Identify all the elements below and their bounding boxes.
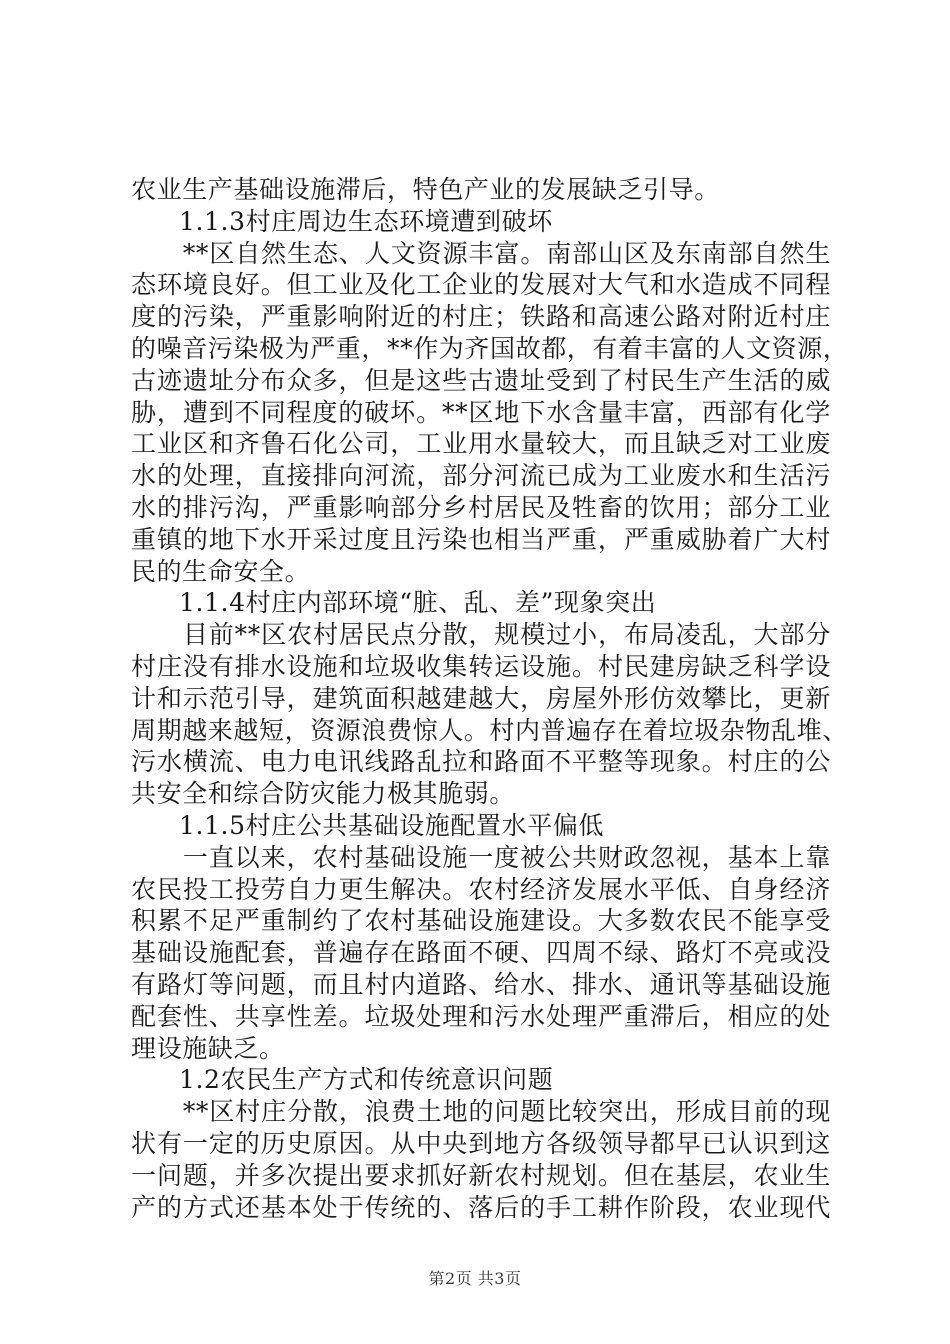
text-line: **区村庄分散，浪费土地的问题比较突出，形成目前的现: [131, 1097, 831, 1127]
text-line: 民的生命安全。: [131, 556, 311, 586]
section-heading: 1.1.5村庄公共基础设施配置水平偏低: [179, 810, 605, 840]
text-line: 古迹遗址分布众多，但是这些古遗址受到了村民生产生活的威: [131, 365, 831, 395]
text-line: 水的排污沟，严重影响部分乡村居民及牲畜的饮用；部分工业: [131, 492, 831, 522]
text-line: 态环境良好。但工业及化工企业的发展对大气和水造成不同程: [131, 270, 831, 300]
text-line: 一问题，并多次提出要求抓好新农村规划。但在基层，农业生: [131, 1160, 831, 1190]
section-heading: 1.1.3村庄周边生态环境遭到破坏: [179, 206, 553, 236]
text-line: 胁，遭到不同程度的破坏。**区地下水含量丰富，西部有化学: [131, 397, 831, 427]
text-line: 污水横流、电力电讯线路乱拉和路面不平整等现象。村庄的公: [131, 747, 831, 777]
text-line: 工业区和齐鲁石化公司，工业用水量较大，而且缺乏对工业废: [131, 429, 831, 459]
text-line: 度的污染，严重影响附近的村庄；铁路和高速公路对附近村庄: [131, 302, 831, 332]
text-line: 农业生产基础设施滞后，特色产业的发展缺乏引导。: [131, 175, 720, 204]
text-line: 基础设施配套，普遍存在路面不硬、四周不绿、路灯不亮或没: [131, 938, 831, 968]
text-line: 配套性、共享性差。垃圾处理和污水处理严重滞后，相应的处: [131, 1001, 831, 1031]
text-line: 重镇的地下水开采过度且污染也相当严重，严重威胁着广大村: [131, 524, 831, 554]
text-line: 村庄没有排水设施和垃圾收集转运设施。村民建房缺乏科学设: [131, 651, 831, 681]
page-number-footer: 第2页 共3页: [428, 1269, 522, 1288]
text-line: 积累不足严重制约了农村基础设施建设。大多数农民不能享受: [131, 906, 831, 936]
text-line: 状有一定的历史原因。从中央到地方各级领导都早已认识到这: [131, 1128, 831, 1158]
text-line: 计和示范引导，建筑面积越建越大，房屋外形仿效攀比，更新: [131, 683, 831, 713]
text-line: 一直以来，农村基础设施一度被公共财政忽视，基本上靠: [131, 842, 831, 872]
section-heading: 1.1.4村庄内部环境“脏、乱、差”现象突出: [179, 588, 657, 618]
text-line: 理设施缺乏。: [131, 1033, 285, 1063]
text-line: 农民投工投劳自力更生解决。农村经济发展水平低、自身经济: [131, 874, 831, 904]
text-line: 目前**区农村居民点分散，规模过小，布局凌乱，大部分: [131, 620, 831, 650]
text-line: 产的方式还基本处于传统的、落后的手工耕作阶段，农业现代: [131, 1192, 831, 1222]
text-line: 水的处理，直接排向河流，部分河流已成为工业废水和生活污: [131, 461, 831, 491]
document-body: [131, 174, 849, 1223]
section-heading: 1.2农民生产方式和传统意识问题: [179, 1065, 554, 1095]
text-line: **区自然生态、人文资源丰富。南部山区及东南部自然生: [131, 238, 831, 268]
text-line: 有路灯等问题，而且村内道路、给水、排水、通讯等基础设施: [131, 969, 831, 999]
text-line: 周期越来越短，资源浪费惊人。村内普遍存在着垃圾杂物乱堆、: [131, 715, 848, 745]
text-line: 共安全和综合防灾能力极其脆弱。: [131, 779, 516, 809]
text-line: 的噪音污染极为严重，**作为齐国故都，有着丰富的人文资源，: [131, 333, 849, 363]
